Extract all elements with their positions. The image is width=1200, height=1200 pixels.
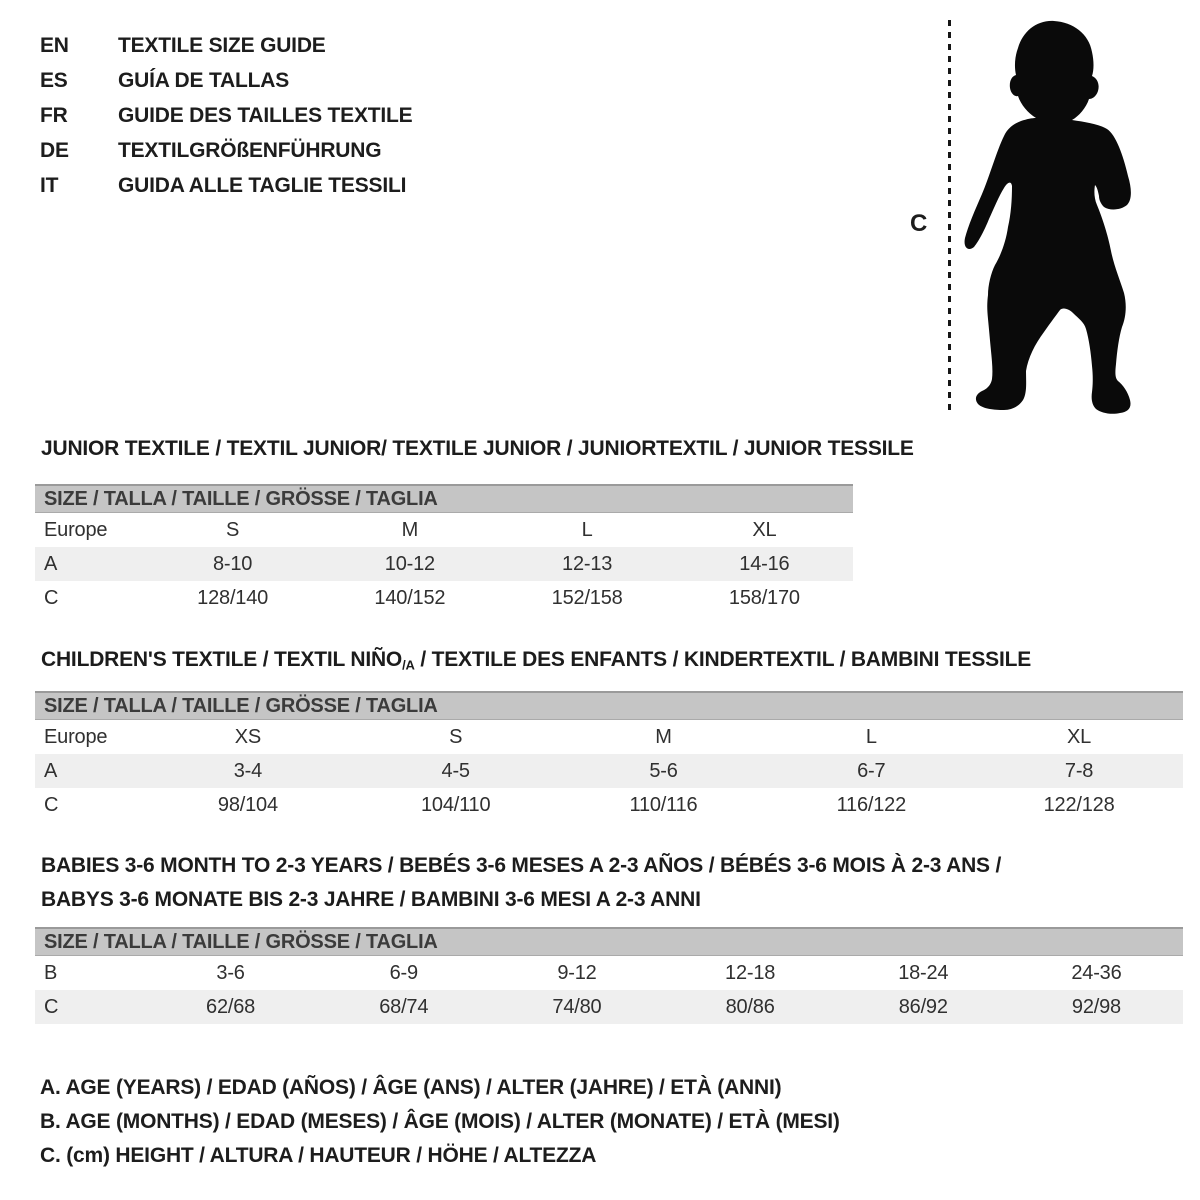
table-title-text: BABIES 3-6 MONTH TO 2-3 YEARS / BEBÉS 3-6 MESES A 2-3 AÑOS / BÉBÉS 3-6 MOIS À 2-3 ANS / [41, 854, 1002, 877]
cell-value: L [865, 725, 877, 748]
language-row [40, 98, 600, 133]
row-label: B [44, 961, 58, 984]
cell-value: 122/128 [1043, 793, 1115, 816]
measurement-legend [40, 1071, 940, 1173]
language-code: ES [40, 68, 68, 92]
table-title-text: /A [402, 657, 415, 673]
childrens-size-table [35, 691, 1183, 822]
size-table-header [35, 484, 853, 513]
table-row [35, 990, 1183, 1024]
cell-value: 6-9 [389, 961, 418, 984]
table-title-text: / TEXTILE DES ENFANTS / KINDERTEXTIL / BAMBINI TESSILE [414, 648, 1032, 671]
table-row [35, 581, 853, 615]
table-title-line [41, 849, 1183, 883]
row-label: A [44, 552, 58, 575]
size-header-text: SIZE / TALLA / TAILLE / GRÖSSE / TAGLIA [44, 930, 438, 953]
cell-value: 98/104 [217, 793, 278, 816]
row-label: Europe [44, 725, 108, 748]
cell-value: 80/86 [725, 995, 775, 1018]
legend-line: C. (cm) HEIGHT / ALTURA / HAUTEUR / HÖHE / ALTEZZA [40, 1144, 597, 1167]
table-title-line [41, 883, 1183, 917]
row-label: C [44, 586, 59, 609]
row-label: C [44, 793, 59, 816]
cell-value: 6-7 [857, 759, 886, 782]
cell-value: XL [752, 518, 777, 541]
table-title-line [41, 432, 914, 466]
cell-value: 158/170 [728, 586, 800, 609]
cell-value: 140/152 [374, 586, 446, 609]
size-header-text: SIZE / TALLA / TAILLE / GRÖSSE / TAGLIA [44, 487, 438, 510]
language-guide-title: GUIDA ALLE TAGLIE TESSILI [118, 173, 407, 197]
row-label: Europe [44, 518, 108, 541]
cell-value: 74/80 [552, 995, 602, 1018]
junior-size-table [35, 484, 853, 615]
cell-value: 14-16 [739, 552, 790, 575]
table-title-text: CHILDREN'S TEXTILE / TEXTIL NIÑO [41, 648, 403, 671]
cell-value: XL [1067, 725, 1092, 748]
table-row [35, 513, 853, 547]
size-table-body [35, 513, 853, 615]
toddler-silhouette-icon [961, 19, 1137, 417]
row-label: C [44, 995, 59, 1018]
height-measure-label: C [910, 210, 928, 237]
language-code: IT [40, 173, 59, 197]
language-row [40, 168, 600, 203]
cell-value: 12-18 [725, 961, 776, 984]
cell-value: M [401, 518, 419, 541]
size-header-text: SIZE / TALLA / TAILLE / GRÖSSE / TAGLIA [44, 694, 438, 717]
cell-value: 10-12 [384, 552, 435, 575]
cell-value: 18-24 [898, 961, 949, 984]
language-guide-title: TEXTILGRÖßENFÜHRUNG [118, 138, 382, 162]
childrens-textile-section [35, 643, 1183, 829]
cell-value: 152/158 [551, 586, 623, 609]
size-table-body [35, 720, 1183, 822]
cell-value: 110/116 [629, 793, 698, 816]
language-row [40, 133, 600, 168]
babies-textile-section [35, 849, 1183, 1029]
cell-value: 116/122 [836, 793, 906, 816]
size-table-header [35, 927, 1183, 956]
table-row [35, 788, 1183, 822]
cell-value: XS [234, 725, 262, 748]
size-table-header [35, 691, 1183, 720]
cell-value: 4-5 [441, 759, 470, 782]
legend-line: A. AGE (YEARS) / EDAD (AÑOS) / ÂGE (ANS) / ALTER (JAHRE) / ETÀ (ANNI) [40, 1076, 782, 1099]
cell-value: 128/140 [197, 586, 269, 609]
legend-line: B. AGE (MONTHS) / EDAD (MESES) / ÂGE (MOIS) / ALTER (MONATE) / ETÀ (MESI) [40, 1110, 840, 1133]
language-code: FR [40, 103, 68, 127]
row-label: A [44, 759, 58, 782]
table-row [35, 754, 1183, 788]
cell-value: 8-10 [213, 552, 253, 575]
cell-value: 9-12 [557, 961, 597, 984]
table-title-line [41, 643, 1183, 683]
cell-value: 5-6 [649, 759, 678, 782]
table-title-text: BABYS 3-6 MONATE BIS 2-3 JAHRE / BAMBINI 3-6 MESI A 2-3 ANNI [41, 888, 701, 911]
table-row [35, 956, 1183, 990]
language-row [40, 28, 600, 63]
language-list [40, 28, 600, 203]
size-table-body [35, 956, 1183, 1024]
cell-value: 104/110 [420, 793, 491, 816]
cell-value: 12-13 [562, 552, 613, 575]
cell-value: S [449, 725, 463, 748]
babies-size-table [35, 927, 1183, 1024]
cell-value: M [655, 725, 672, 748]
cell-value: 68/74 [379, 995, 429, 1018]
cell-value: 3-6 [216, 961, 245, 984]
junior-textile-section [35, 432, 914, 622]
language-code: EN [40, 33, 69, 57]
language-code: DE [40, 138, 69, 162]
junior-section-title [41, 432, 914, 466]
babies-section-title [41, 849, 1183, 917]
cell-value: 3-4 [233, 759, 263, 782]
childrens-section-title [41, 643, 1183, 683]
cell-value: L [581, 518, 593, 541]
cell-value: 24-36 [1071, 961, 1122, 984]
cell-value: 92/98 [1071, 995, 1121, 1018]
cell-value: S [226, 518, 240, 541]
cell-value: 7-8 [1064, 759, 1094, 782]
language-guide-title: GUÍA DE TALLAS [118, 68, 290, 92]
table-row [35, 720, 1183, 754]
language-row [40, 63, 600, 98]
cell-value: 86/92 [898, 995, 948, 1018]
height-measure-line [948, 20, 951, 416]
cell-value: 62/68 [206, 995, 256, 1018]
language-guide-title: TEXTILE SIZE GUIDE [118, 33, 326, 57]
table-row [35, 547, 853, 581]
table-title-text: JUNIOR TEXTILE / TEXTIL JUNIOR/ TEXTILE JUNIOR / JUNIORTEXTIL / JUNIOR TESSILE [41, 437, 914, 460]
language-guide-title: GUIDE DES TAILLES TEXTILE [118, 103, 413, 127]
